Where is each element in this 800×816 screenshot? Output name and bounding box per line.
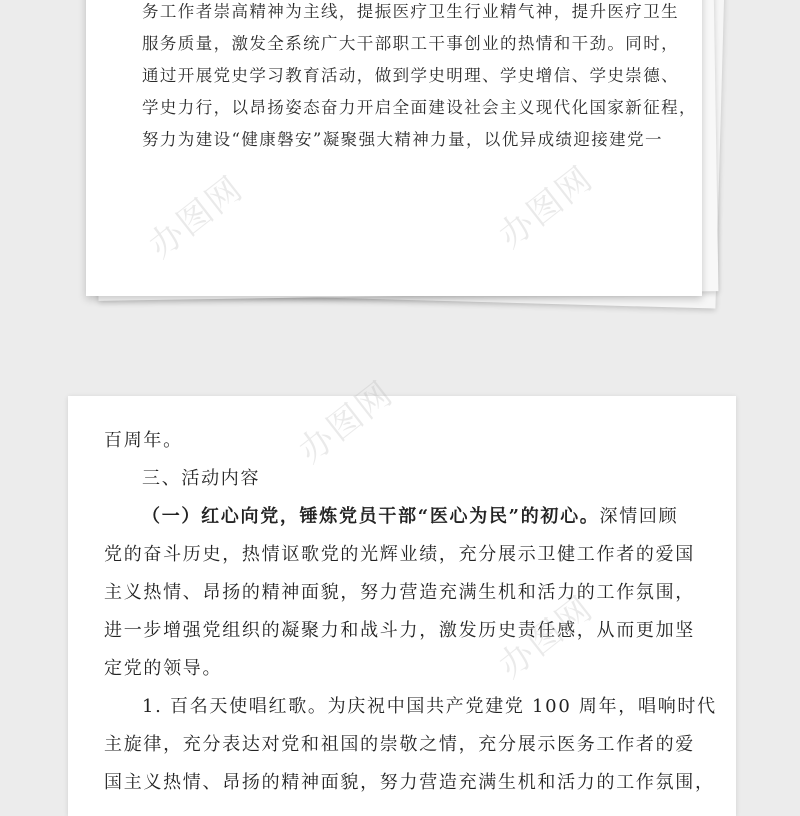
text-line: 通过开展党史学习教育活动，做到学史明理、学史增信、学史崇德、 [142,66,679,85]
text-line: 服务质量，激发全系统广大干部职工干事创业的热情和干劲。同时， [142,34,679,53]
subsection-paragraph [104,498,704,536]
text-line: 党的奋斗历史，热情讴歌党的光辉业绩，充分展示卫健工作者的爱国 [104,544,695,565]
watermark: 办图网 [291,373,402,472]
text-line: 主义热情、昂扬的精神面貌，努力营造充满生机和活力的工作氛围， [104,582,695,603]
text-line: 学史力行，以昂扬姿态奋力开启全面建设社会主义现代化国家新征程， [142,98,697,117]
text-line: 国主义热情、昂扬的精神面貌，努力营造充满生机和活力的工作氛围， [104,772,715,793]
page-text-block [142,2,697,156]
watermark: 办图网 [491,158,602,257]
subsection-title: （一）红心向党，锤炼党员干部“医心为民”的初心。 [142,506,600,527]
list-item-1: 1. 百名天使唱红歌。为庆祝中国共产党建党 100 周年，唱响时代 [142,696,717,717]
text-line: 务工作者崇高精神为主线，提振医疗卫生行业精气神，提升医疗卫生 [142,2,679,21]
text-line: 主旋律，充分表达对党和祖国的崇敬之情，充分展示医务工作者的爱 [104,734,695,755]
document-page-top [86,0,702,296]
section-heading: 三、活动内容 [142,468,261,489]
text-line: 深情回顾 [599,506,679,527]
watermark: 办图网 [141,168,252,267]
text-line: 定党的领导。 [104,658,223,679]
watermark: 办图网 [491,588,602,687]
text-line: 努力为建设“健康磐安”凝聚强大精神力量，以优异成绩迎接建党一 [142,130,663,149]
text-line: 进一步增强党组织的凝聚力和战斗力，激发历史责任感，从而更加坚 [104,620,695,641]
continuation-text: 百周年。 [104,430,183,451]
page-text-block [104,422,717,802]
document-page-bottom [68,396,736,816]
